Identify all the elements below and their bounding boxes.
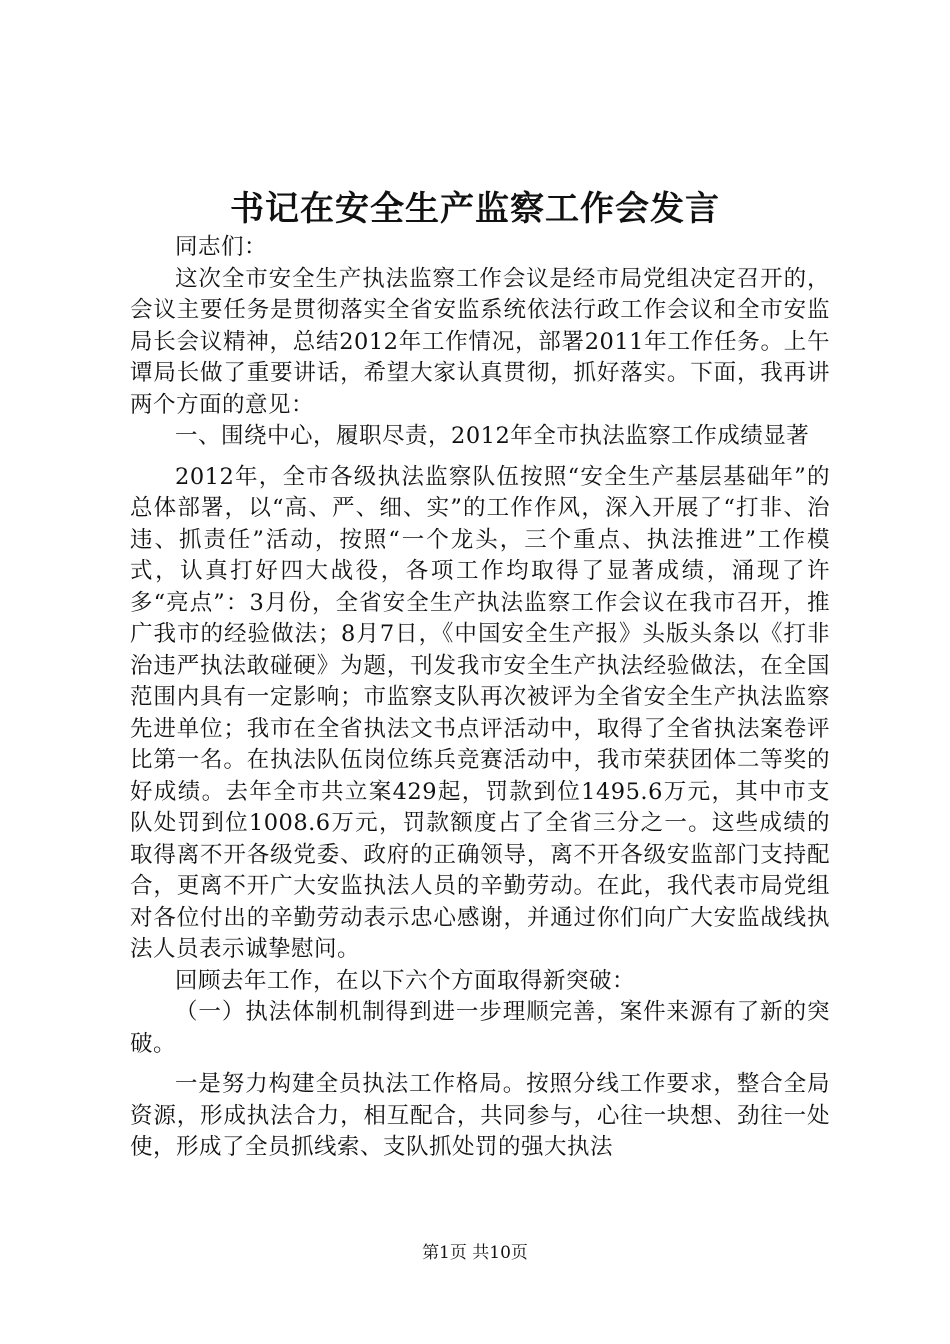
document-body — [130, 232, 830, 1164]
achievements-paragraph: 2012年，全市各级执法监察队伍按照“安全生产基层基础年”的总体部署，以“高、严、细、实”的工作作风，深入开展了“打非、治违、抓责任”活动，按照“一个龙头，三个重点、执法推进”工作模式，认真打好四大战役，各项工作均取得了显著成绩，涌现了许多“亮点”：3月份，全省安全生产执法监察工作会议在我市召开，推广我市的经验做法；8月7日，《中国安全生产报》头版头条以《打非治违严执法敢碰硬》为题，刊发我市安全生产执法经验做法，在全国范围内具有一定影响；市监察支队再次被评为全省安全生产执法监察先进单位；我市在全省执法文书点评活动中，取得了全省执法案卷评比第一名。在执法队伍岗位练兵竞赛活动中，我市荣获团体二等奖的好成绩。去年全市共立案429起，罚款到位1495.6万元，其中市支队处罚到位1008.6万元，罚款额度占了全省三分之一。这些成绩的取得离不开各级党委、政府的正确领导，离不开各级安监部门支持配合，更离不开广大安监执法人员的辛勤劳动。在此，我代表市局党组对各位付出的辛勤劳动表示忠心感谢，并通过你们向广大安监战线执法人员表示诚挚慰问。 — [130, 463, 830, 962]
document-title: 书记在安全生产监察工作会发言 — [230, 189, 720, 229]
page-footer: 第1页 共10页 — [422, 1243, 528, 1263]
point-one-paragraph: 一是努力构建全员执法工作格局。按照分线工作要求，整合全局资源，形成执法合力，相互配合，共同参与，心往一块想、劲往一处使，形成了全员抓线索、支队抓处罚的强大执法 — [130, 1071, 830, 1160]
intro-paragraph: 这次全市安全生产执法监察工作会议是经市局党组决定召开的，会议主要任务是贯彻落实全省安监系统依法行政工作会议和全市安监局长会议精神，总结2012年工作情况，部署2011年工作任务。上午谭局长做了重要讲话，希望大家认真贯彻，抓好落实。下面，我再讲两个方面的意见： — [130, 265, 830, 418]
section-heading: 一、围绕中心，履职尽责，2012年全市执法监察工作成绩显著 — [175, 423, 810, 449]
salutation-paragraph: 同志们： — [175, 234, 268, 260]
subsection-heading: （一）执法体制机制得到进一步理顺完善，案件来源有了新的突破。 — [130, 999, 830, 1057]
review-paragraph: 回顾去年工作，在以下六个方面取得新突破： — [175, 967, 636, 994]
